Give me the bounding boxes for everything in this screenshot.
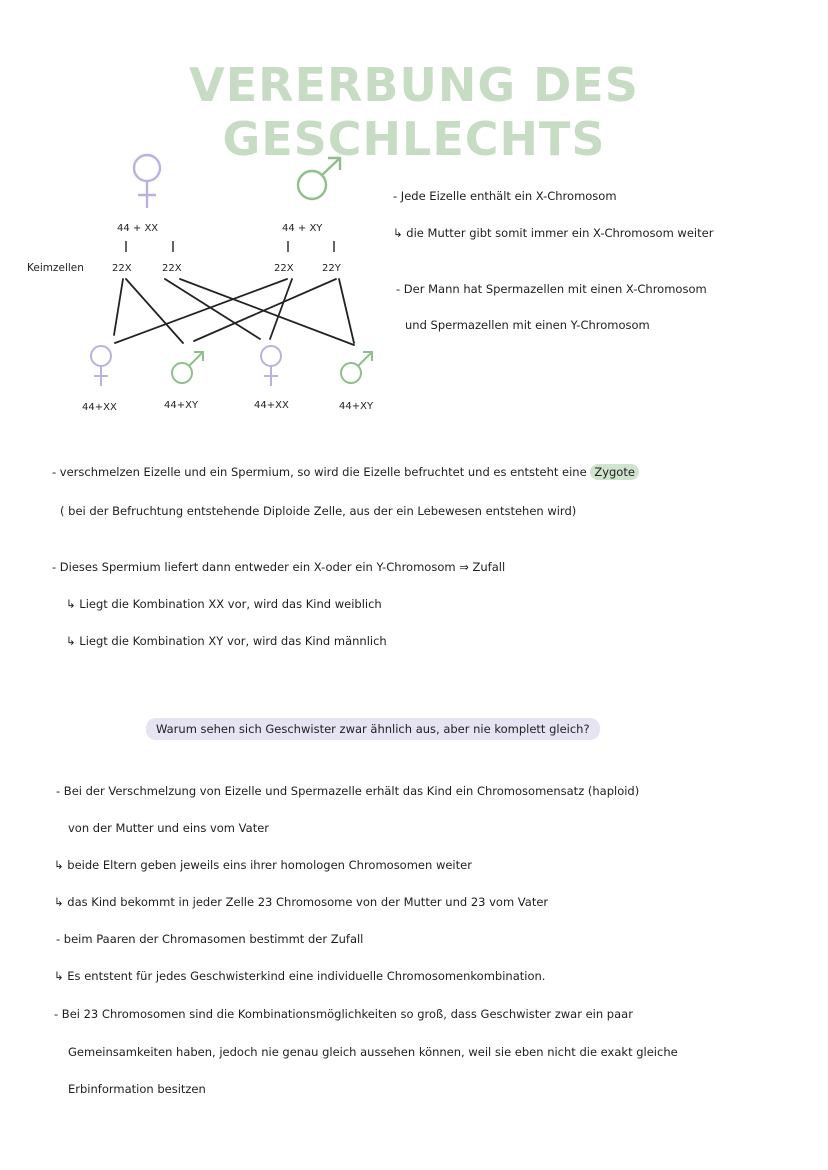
side-note: ↳ die Mutter gibt somit immer ein X-Chromosom weiter [393, 226, 714, 240]
gamete-4: 22Y [322, 263, 341, 274]
answer-line: Gemeinsamkeiten haben, jedoch nie genau gleich aussehen können, weil sie eben nicht die exakt gleiche [68, 1045, 678, 1059]
mother-genotype: 44 + XX [117, 223, 159, 234]
answer-line: - beim Paaren der Chromasomen bestimmt der Zufall [56, 932, 364, 946]
answer-line: ↳ das Kind bekommt in jeder Zelle 23 Chromosome von der Mutter und 23 vom Vater [54, 895, 549, 909]
answer-line: von der Mutter und eins vom Vater [68, 821, 270, 835]
text-line: ( bei der Befruchtung entstehende Diploide Zelle, aus der ein Lebewesen entstehen wird) [60, 504, 577, 518]
male-child-icon [172, 352, 203, 383]
page-title: VERERBUNG DES GESCHLECHTS [189, 58, 639, 166]
highlight-zygote: Zygote [590, 464, 639, 480]
crossing-lines [114, 279, 354, 345]
female-parent-icon [134, 155, 160, 208]
side-note: - Jede Eizelle enthält ein X-Chromosom [393, 189, 617, 203]
keimzellen-label: Keimzellen [27, 262, 84, 274]
answer-line: Erbinformation besitzen [68, 1082, 206, 1096]
answer-line: ↳ beide Eltern geben jeweils eins ihrer homologen Chromosomen weiter [54, 858, 472, 872]
answer-line: ↳ Es entstent für jedes Geschwisterkind eine individuelle Chromosomenkombination. [54, 969, 546, 983]
gamete-1: 22X [112, 263, 132, 274]
side-note: und Spermazellen mit einen Y-Chromosom [405, 318, 650, 332]
side-note: - Der Mann hat Spermazellen mit einen X-Chromosom [396, 282, 707, 296]
offspring-1: 44+XX [82, 402, 117, 413]
text-line: - verschmelzen Eizelle und ein Spermium, so wird die Eizelle befruchtet und es entsteht eine Zygote [52, 465, 639, 479]
female-child-icon [91, 346, 111, 386]
answer-line: - Bei 23 Chromosomen sind die Kombinationsmöglichkeiten so groß, dass Geschwister zwar ein paar [54, 1007, 633, 1021]
offspring-4: 44+XY [339, 401, 374, 412]
inheritance-diagram [0, 140, 400, 430]
female-child-icon [261, 346, 281, 386]
text-line: ↳ Liegt die Kombination XY vor, wird das Kind männlich [66, 634, 387, 648]
question-highlight: Warum sehen sich Geschwister zwar ähnlich aus, aber nie komplett gleich? [146, 722, 600, 736]
text-line: ↳ Liegt die Kombination XX vor, wird das Kind weiblich [66, 597, 382, 611]
male-child-icon [341, 352, 372, 383]
answer-line: - Bei der Verschmelzung von Eizelle und Spermazelle erhält das Kind ein Chromosomensatz (haploid) [56, 784, 640, 798]
text-line: - Dieses Spermium liefert dann entweder ein X-oder ein Y-Chromosom ⇒ Zufall [52, 560, 506, 574]
gamete-2: 22X [162, 263, 182, 274]
offspring-3: 44+XX [254, 400, 289, 411]
father-genotype: 44 + XY [282, 223, 323, 234]
male-parent-icon [298, 158, 340, 199]
gamete-3: 22X [274, 263, 294, 274]
offspring-2: 44+XY [164, 400, 199, 411]
